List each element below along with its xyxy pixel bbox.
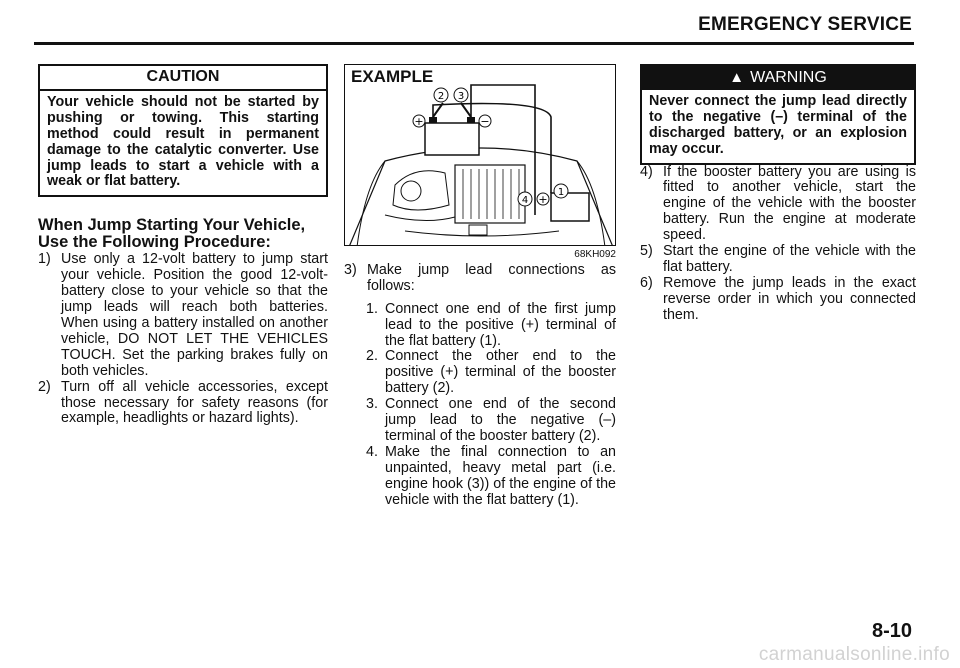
plus-sign: +	[414, 115, 424, 128]
front-latch	[469, 225, 487, 235]
caution-title: CAUTION	[40, 66, 326, 91]
engine-block	[455, 165, 525, 223]
step-text: Remove the jump leads in the exact reverse order in which you connected them.	[663, 274, 916, 323]
page-header-title: EMERGENCY SERVICE	[698, 14, 912, 35]
step-text: Start the engine of the vehicle with the flat battery.	[663, 243, 916, 275]
substep-text: Connect one end of the first jump lead to the positive (+) terminal of the flat battery (1).	[385, 300, 616, 349]
substep	[344, 349, 616, 397]
jump-start-diagram	[345, 65, 616, 246]
step-number: 4)	[640, 163, 653, 180]
connection-step	[344, 263, 616, 295]
substep-text: Make the final connection to an unpainted, heavy metal part (i.e. engine hook (3)) of the engine of the vehicle with the flat battery (1).	[385, 443, 616, 508]
booster-terminal-pos	[429, 117, 437, 123]
callout-1-label: 1	[557, 187, 565, 198]
section-heading-line2: Use the Following Procedure:	[38, 233, 271, 252]
substep-number: 3.	[366, 396, 378, 413]
substep-text: Connect the other end to the positive (+) terminal of the booster battery (2).	[385, 348, 616, 397]
page-number: 8-10	[871, 620, 912, 642]
section-heading	[38, 217, 328, 251]
substep-text: Connect one end of the second jump lead to the negative (–) terminal of the booster battery (2).	[385, 396, 616, 444]
procedure-steps	[38, 252, 328, 427]
middle-column	[344, 64, 616, 509]
step-text: Turn off all vehicle accessories, except those necessary for safety reasons (for example, headlights or hazard lights).	[61, 378, 328, 427]
callout-3-label: 3	[457, 91, 465, 102]
header-rule	[34, 42, 914, 45]
substep	[344, 445, 616, 509]
procedure-step	[38, 252, 328, 379]
final-steps	[640, 165, 916, 324]
step-text: If the booster battery you are using is fitted to another vehicle, start the engine of the vehicle with the booster battery. Run the engine at moderate speed.	[663, 163, 916, 244]
watermark: carmanualsonline.info	[758, 644, 950, 665]
procedure-step	[640, 244, 916, 276]
booster-terminal-neg	[467, 117, 475, 123]
substep	[344, 397, 616, 445]
right-column	[640, 64, 916, 324]
caution-box	[38, 64, 328, 197]
step-number: 3)	[344, 261, 357, 278]
engine-fins	[463, 169, 519, 219]
procedure-step	[38, 380, 328, 428]
intake-duct	[401, 181, 421, 201]
warning-triangle-icon: ▲	[729, 69, 745, 86]
warning-text: Never connect the jump lead directly to the negative (–) terminal of the discharged battery, or an explosion may occur.	[649, 92, 907, 157]
procedure-step	[640, 276, 916, 324]
figure-code: 68KH092	[574, 249, 616, 260]
step-text: Use only a 12-volt battery to jump start your vehicle. Position the good 12-volt-battery close to your vehicle so that the jump leads will reach both batteries. When using a battery installed on another vehicle, DO NOT LET THE VEHICLES TOUCH. Set the parking brakes fully on both vehicles.	[61, 251, 328, 379]
hose	[385, 215, 455, 221]
substep-number: 2.	[366, 348, 378, 365]
warning-box	[640, 64, 916, 165]
step-number: 1)	[38, 251, 51, 268]
left-column	[38, 64, 328, 427]
minus-sign: −	[480, 115, 490, 128]
step-number: 2)	[38, 378, 51, 395]
callout-4-label: 4	[521, 195, 529, 206]
figure-label: EXAMPLE	[351, 67, 434, 86]
engine-bay-illustration	[344, 64, 616, 246]
warning-header	[642, 66, 914, 90]
step-text: Make jump lead connections as follows:	[367, 261, 616, 294]
connection-substeps	[344, 302, 616, 509]
caution-text: Your vehicle should not be started by pushing or towing. This starting method could result in permanent damage to the catalytic converter. Use jump leads to start a vehicle with a weak or flat battery.	[47, 93, 319, 190]
plus-sign: +	[538, 193, 548, 206]
callout-2-label: 2	[437, 91, 445, 102]
procedure-step	[640, 165, 916, 245]
fender-left	[357, 161, 385, 246]
substep-number: 1.	[366, 300, 378, 317]
substep-number: 4.	[366, 443, 378, 460]
section-heading-line1: When Jump Starting Your Vehicle,	[38, 216, 306, 235]
flat-battery	[551, 193, 589, 221]
procedure-step	[344, 263, 616, 295]
warning-title: WARNING	[750, 69, 827, 86]
booster-battery	[425, 123, 479, 155]
substep	[344, 302, 616, 350]
step-number: 6)	[640, 274, 653, 291]
step-number: 5)	[640, 243, 653, 260]
